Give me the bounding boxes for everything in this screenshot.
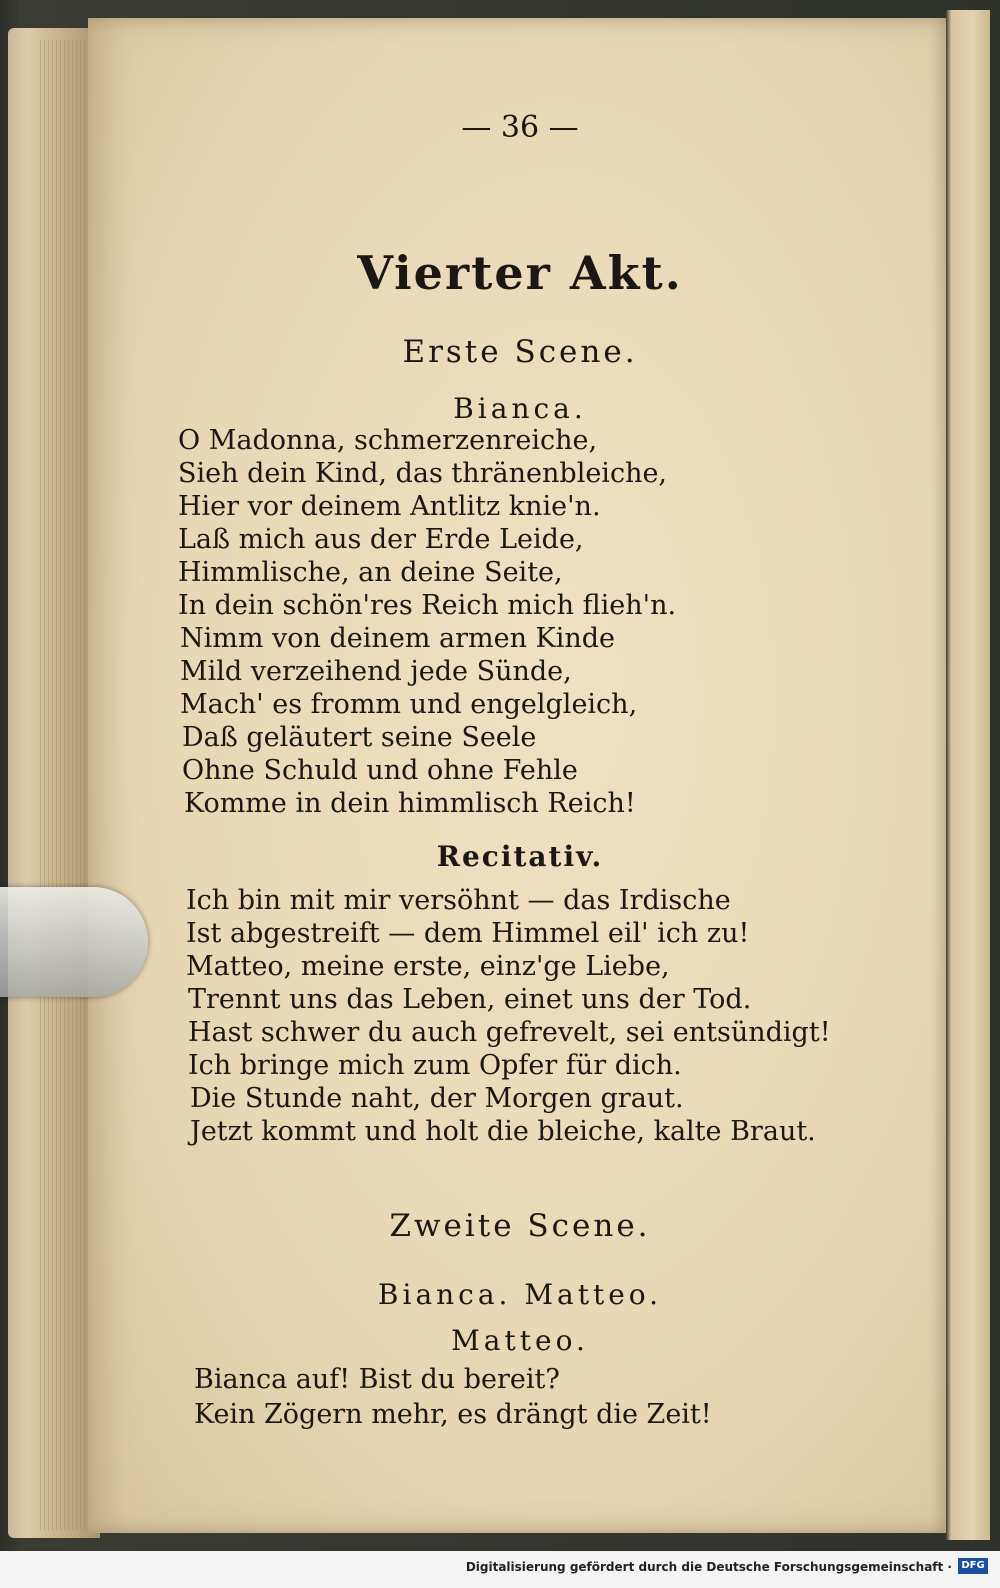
scene-1-title: Erste Scene. [402,334,638,370]
verse-line: Mild verzeihend jede Sünde, [180,656,572,687]
act-title: Vierter Akt. [357,246,683,300]
verse-line: Matteo, meine erste, einz'ge Liebe, [186,951,670,982]
verse-line: In dein schön'res Reich mich flieh'n. [178,590,677,621]
verse-line: Daß geläutert seine Seele [182,722,537,753]
scene-2-characters: Bianca. Matteo. [377,1278,663,1311]
verse-line: Die Stunde naht, der Morgen graut. [190,1083,684,1114]
scene-2-speaker: Matteo. [451,1324,589,1357]
verse-line: Ist abgestreift — dem Himmel eil' ich zu! [186,918,750,949]
scene-2-title: Zweite Scene. [389,1208,651,1244]
page-clip [0,887,148,997]
verse-line: Himmlische, an deine Seite, [178,557,563,588]
page-number: — 36 — [461,110,579,145]
verse-line: Trennt uns das Leben, einet uns der Tod. [188,984,752,1015]
recitativ-heading: Recitativ. [436,840,604,873]
dfg-logo: DFG [958,1558,988,1574]
funding-credit: Digitalisierung gefördert durch die Deutsche Forschungsgemeinschaft · [465,1560,952,1574]
verse-line: Mach' es fromm und engelgleich, [180,689,638,720]
verse-line: Hast schwer du auch gefrevelt, sei entsündigt! [188,1017,831,1048]
verse-line: Nimm von deinem armen Kinde [180,623,615,654]
verse-line: Ich bin mit mir versöhnt — das Irdische [186,885,731,916]
verse-line: Jetzt kommt und holt die bleiche, kalte Braut. [190,1116,816,1147]
verse-line: Sieh dein Kind, das thränenbleiche, [178,458,668,489]
verse-line: Ohne Schuld und ohne Fehle [182,755,578,786]
verse-line: Ich bringe mich zum Opfer für dich. [188,1050,682,1081]
verse-line: Bianca auf! Bist du bereit? [194,1364,560,1395]
verse-line: Hier vor deinem Antlitz knie'n. [178,491,601,522]
scene-1-speaker: Bianca. [453,392,587,425]
verse-line: Kein Zögern mehr, es drängt die Zeit! [194,1399,712,1430]
verse-line: Laß mich aus der Erde Leide, [178,524,584,555]
verse-line: Komme in dein himmlisch Reich! [184,788,636,819]
verse-line: O Madonna, schmerzenreiche, [178,425,598,456]
